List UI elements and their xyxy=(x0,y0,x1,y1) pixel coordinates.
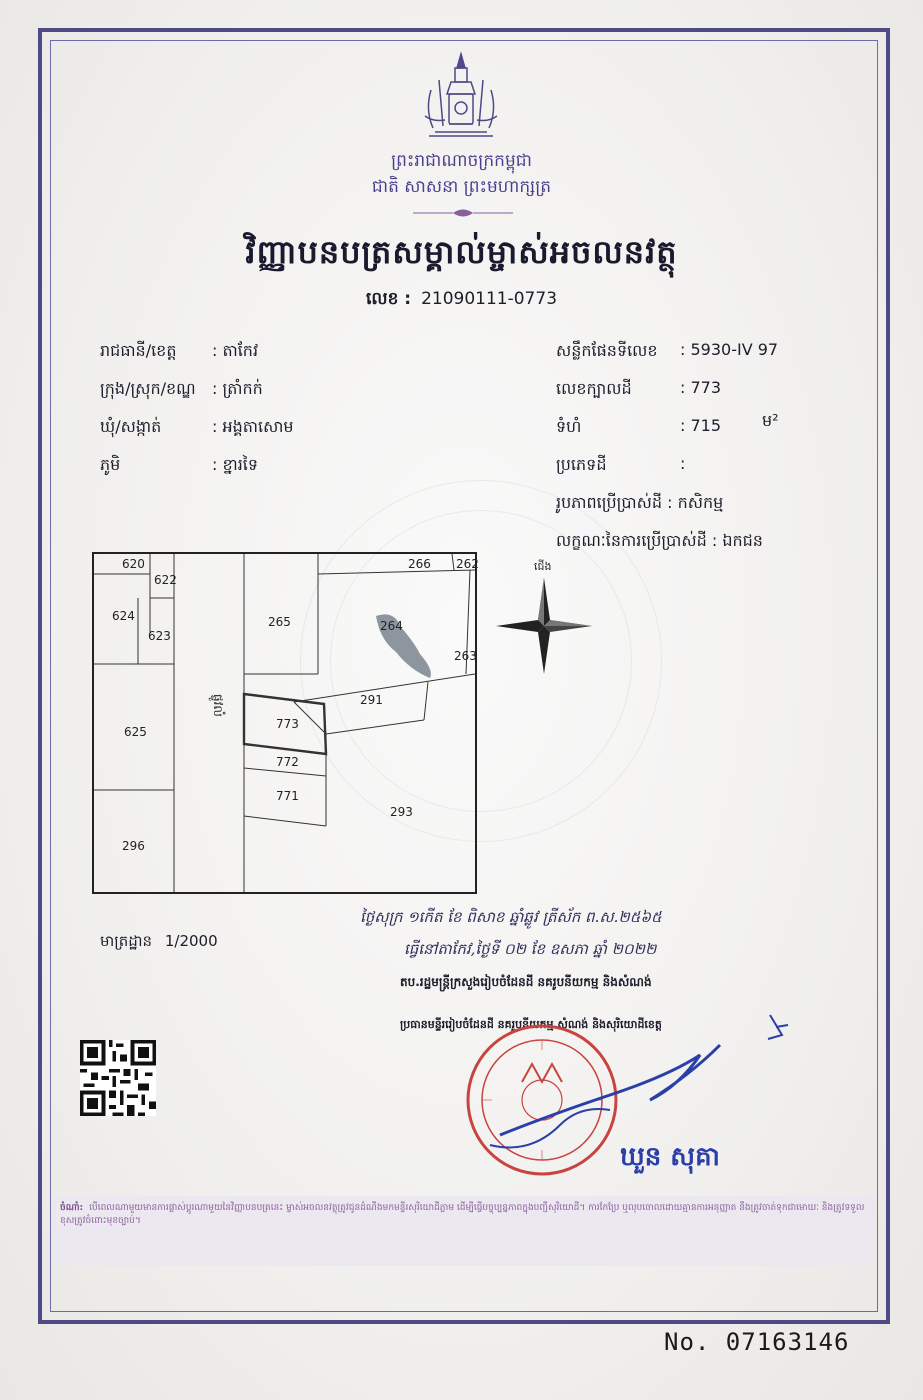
issue-date-line: ធ្វើនៅតាកែវ,ថ្ងៃទី ០២ ខែ ឧសភា ឆ្នាំ ២០២២ xyxy=(404,940,657,958)
field-parcel-number xyxy=(556,378,722,402)
plot-label: 266 xyxy=(408,557,431,571)
field-ownership-type xyxy=(556,530,763,554)
field-label: ប្រភេទដី xyxy=(556,455,607,474)
scale-label: មាត្រដ្ឋាន xyxy=(100,932,153,950)
field-value: : 715 xyxy=(680,416,722,435)
north-label: ជើង xyxy=(534,560,552,573)
plot-label: 265 xyxy=(268,615,291,629)
field-village xyxy=(100,454,259,478)
qr-code-icon xyxy=(80,1040,156,1116)
authority-line-1: តប.រដ្ឋមន្ត្រីក្រសួងរៀបចំដែនដី នគរូបនីយកម្ម និងសំណង់ xyxy=(400,975,652,989)
field-value: : ឯកជន xyxy=(711,531,763,550)
field-label: ទំហំ xyxy=(556,417,582,436)
plot-label: 262 xyxy=(456,557,479,571)
note-label: ចំណាំ: xyxy=(60,1203,84,1213)
field-label: ក្រុង/ស្រុក/ខណ្ឌ xyxy=(100,379,196,398)
royal-crest-icon xyxy=(421,50,501,140)
plot-label: 263 xyxy=(454,649,477,663)
field-label: ភូមិ xyxy=(100,455,121,474)
field-district xyxy=(100,378,263,402)
field-value: : xyxy=(680,454,686,473)
field-value: : ត្រាំកក់ xyxy=(212,379,263,398)
plot-label: 620 xyxy=(122,557,145,571)
plot-label: 625 xyxy=(124,725,147,739)
scale-value: 1/2000 xyxy=(164,932,218,950)
road-label: ផ្លូវលំ xyxy=(211,694,225,717)
field-land-type xyxy=(556,454,686,478)
field-label: សន្លឹកផែនទីលេខ xyxy=(556,341,658,360)
cadastral-map xyxy=(92,552,477,894)
ornament-divider-icon xyxy=(413,208,513,218)
certificate-title: វិញ្ញាបនបត្រសម្គាល់ម្ចាស់អចលនវត្ថុ xyxy=(245,233,678,271)
plot-label: 291 xyxy=(360,693,383,707)
authority-line-2: ប្រធានមន្ទីររៀបចំដែនដី នគរូបនីយកម្ម សំណង់ និងសុរិយោដីខេត្ត xyxy=(400,1018,662,1031)
field-label: លក្ខណៈនៃការប្រើប្រាស់ដី xyxy=(556,531,707,550)
field-label: លេខក្បាលដី xyxy=(556,379,632,398)
certificate-number xyxy=(0,288,923,313)
compass-rose-icon xyxy=(496,578,592,674)
plot-label: 772 xyxy=(276,755,299,769)
field-value: : 5930-IV 97 xyxy=(680,340,779,359)
lunar-date-line: ថ្ងៃសុក្រ ១កើត ខែ ពិសាខ ឆ្នាំឆ្លូវ ត្រីស័ក ព.ស.២៥៦៥ xyxy=(360,908,662,926)
field-label: ឃុំ/សង្កាត់ xyxy=(100,417,162,436)
field-value: : ខ្នារទៃ xyxy=(212,455,259,474)
plot-label: 296 xyxy=(122,839,145,853)
kingdom-heading: ព្រះរាជាណាចក្រកម្ពុជា xyxy=(391,151,532,171)
note-box xyxy=(52,1196,876,1266)
certificate-number-label: លេខ : xyxy=(365,289,412,309)
field-province xyxy=(100,340,259,364)
area-unit: ម² xyxy=(762,411,779,430)
signer-name: ឃួន សុគា xyxy=(620,1142,720,1172)
plot-label: 771 xyxy=(276,789,299,803)
field-area xyxy=(556,411,779,440)
plot-label: 623 xyxy=(148,629,171,643)
field-land-use xyxy=(556,492,723,516)
field-label: រូបភាពប្រើប្រាស់ដី xyxy=(556,493,663,512)
plot-label: 264 xyxy=(380,619,403,633)
field-commune xyxy=(100,416,294,440)
note-text: បើពេលណាមួយមានការផ្លាស់ប្តូរណាមួយនៃវិញ្ញាបនបត្រនេះ ម្ចាស់អចលនវត្ថុត្រូវជូនដំណឹងមកមន្ទីរសុរិយោដីភ្លាម ដើម្បីធ្វើបច្ចុប្បន្នភាពក្នុងបញ្ជីសុរិយោដី។ ការកែប្រែ ឬលុបចោលដោយគ្មានការអនុញ្ញាត នឹងត្រូវចាត់ទុកជាមោឃៈ និងត្រូវទទួលខុសត្រូវចំពោះមុខច្បាប់។ xyxy=(60,1203,865,1226)
plot-label: 293 xyxy=(390,805,413,819)
field-value: : កសិកម្ម xyxy=(667,493,724,512)
cadastral-map-drawing xyxy=(94,554,479,892)
plot-label: 622 xyxy=(154,573,177,587)
field-value: : អង្គតាសោម xyxy=(212,417,294,436)
national-motto: ជាតិ សាសនា ព្រះមហាក្សត្រ xyxy=(371,177,552,197)
plot-label: 773 xyxy=(276,717,299,731)
field-map-sheet xyxy=(556,340,779,364)
plot-label: 624 xyxy=(112,609,135,623)
map-scale xyxy=(100,932,218,954)
field-value: : 773 xyxy=(680,378,722,397)
certificate-number-value: 21090111-0773 xyxy=(421,289,558,309)
serial-number: No. 07163146 xyxy=(664,1328,850,1356)
field-label: រាជធានី/ខេត្ត xyxy=(100,341,177,360)
field-value: : តាកែវ xyxy=(212,341,259,360)
